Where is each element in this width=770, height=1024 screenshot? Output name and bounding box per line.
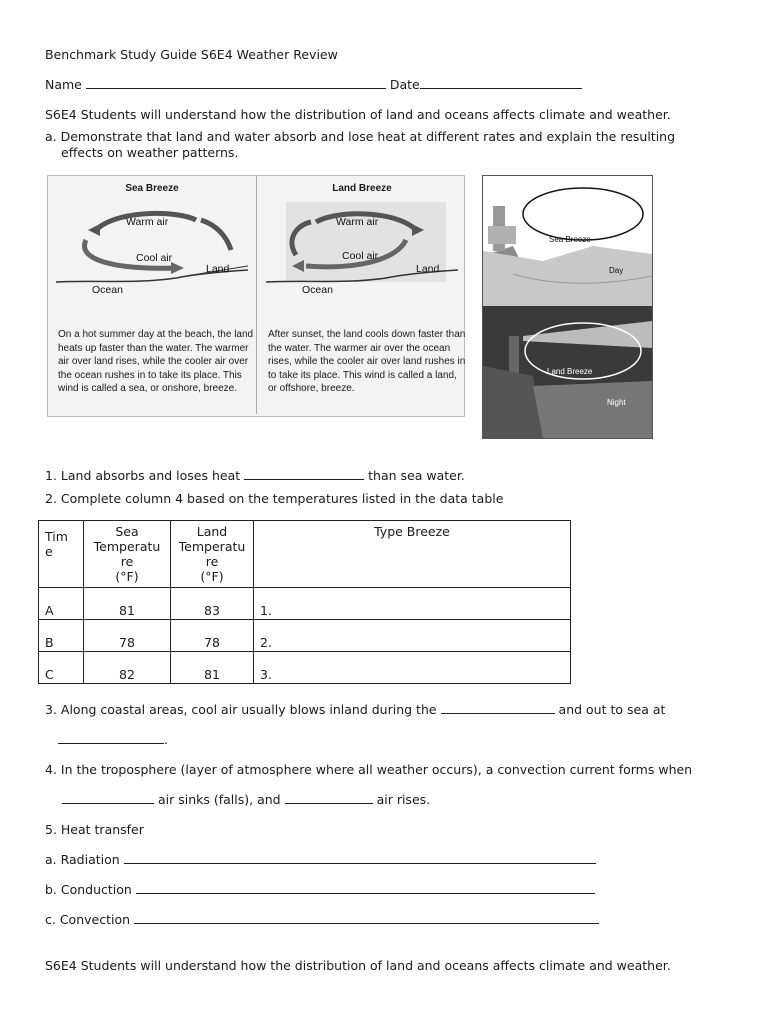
q5a-label: a. Radiation xyxy=(45,852,120,867)
q5b-label: b. Conduction xyxy=(45,882,132,897)
question-5b xyxy=(45,882,595,897)
warm-air-label: Warm air xyxy=(336,216,379,228)
col-header-time: Tim e xyxy=(39,521,84,588)
standard-text: S6E4 Students will understand how the distribution of land and oceans affects climate and weather. xyxy=(45,107,671,122)
day-label: Day xyxy=(609,266,624,275)
q3-blank-1[interactable] xyxy=(441,702,555,714)
question-2: 2. Complete column 4 based on the temperatures listed in the data table xyxy=(45,491,504,506)
land-breeze-caption: After sunset, the land cools down faster than the water. The warmer air over the ocean rises, while the cooler air over land rushes in to take its place. This wind is called a land, or offshore, breeze. xyxy=(268,329,466,394)
q5b-blank[interactable] xyxy=(136,882,595,894)
q3-blank-2[interactable] xyxy=(58,732,164,744)
sea-breeze-figure xyxy=(56,200,248,300)
q4-end: air rises. xyxy=(376,792,431,807)
cell-breeze[interactable]: 3. xyxy=(254,652,571,684)
standard-item-a-continued: effects on weather patterns. xyxy=(61,145,239,160)
name-date-row xyxy=(45,77,582,92)
land-label: Land xyxy=(416,263,440,275)
day-house xyxy=(488,226,516,244)
q3-start: 3. Along coastal areas, cool air usually blows inland during the xyxy=(45,702,437,717)
panel-divider xyxy=(256,176,257,414)
rising-air-arrow xyxy=(201,220,231,250)
night-lighthouse xyxy=(509,336,519,376)
q5a-blank[interactable] xyxy=(124,852,596,864)
cell-time: B xyxy=(39,620,84,652)
cell-land-temp: 78 xyxy=(171,620,254,652)
sea-breeze-caption: On a hot summer day at the beach, the land heats up faster than the water. The warmer air over land rises, while the cooler air over the ocean rushes in to take its place. This wind is called a sea, or onshore, breeze. xyxy=(58,329,254,394)
sea-breeze-panel xyxy=(50,180,254,410)
footer-standard-text: S6E4 Students will understand how the distribution of land and oceans affects climate and weather. xyxy=(45,958,671,973)
question-1 xyxy=(45,468,465,483)
land-breeze-figure xyxy=(266,200,458,300)
night-label: Night xyxy=(607,398,626,407)
breeze-diagram xyxy=(47,175,465,417)
cell-land-temp: 83 xyxy=(171,588,254,620)
date-label: Date xyxy=(389,77,420,92)
date-field[interactable] xyxy=(420,77,582,89)
land-breeze-title: Land Breeze xyxy=(332,183,392,194)
q3-end: . xyxy=(164,732,168,747)
question-3 xyxy=(45,702,665,717)
cool-air-label: Cool air xyxy=(342,250,379,262)
q5c-label: c. Convection xyxy=(45,912,131,927)
question-5a xyxy=(45,852,596,867)
temperature-table xyxy=(38,520,571,684)
q5c-blank[interactable] xyxy=(134,912,599,924)
sea-breeze-title: Sea Breeze xyxy=(125,183,179,194)
question-5: 5. Heat transfer xyxy=(45,822,144,837)
ocean-label: Ocean xyxy=(302,284,333,296)
q3-mid: and out to sea at xyxy=(558,702,666,717)
land-breeze-panel xyxy=(260,180,464,410)
warm-air-label: Warm air xyxy=(126,216,169,228)
col-header-land-temp: Land Temperatu re (°F) xyxy=(171,521,254,588)
night-water xyxy=(533,381,652,438)
q4-blank-1[interactable] xyxy=(62,792,154,804)
q1-start: 1. Land absorbs and loses heat xyxy=(45,468,241,483)
table-row xyxy=(39,588,571,620)
col-header-sea-temp: Sea Temperatu re (°F) xyxy=(84,521,171,588)
table-row xyxy=(39,620,571,652)
q1-blank[interactable] xyxy=(244,468,364,480)
cool-air-label: Cool air xyxy=(136,252,173,264)
cell-time: A xyxy=(39,588,84,620)
cell-land-temp: 81 xyxy=(171,652,254,684)
cell-breeze[interactable]: 1. xyxy=(254,588,571,620)
q4-blank-2[interactable] xyxy=(285,792,373,804)
page-title: Benchmark Study Guide S6E4 Weather Review xyxy=(45,47,338,62)
ocean-label: Ocean xyxy=(92,284,123,296)
cell-sea-temp: 81 xyxy=(84,588,171,620)
q1-end: than sea water. xyxy=(368,468,465,483)
table-row xyxy=(39,652,571,684)
name-label: Name xyxy=(45,77,82,92)
cool-air-arrowhead xyxy=(171,262,184,274)
table-header-row xyxy=(39,521,571,588)
warm-air-arrowhead xyxy=(88,224,100,236)
standard-item-a: a. Demonstrate that land and water absorb and lose heat at different rates and explain the resulting xyxy=(45,129,676,144)
question-5c xyxy=(45,912,599,927)
sea-breeze-label: Sea Breeze xyxy=(549,235,591,244)
question-3-continued xyxy=(58,732,168,747)
land-breeze-label: Land Breeze xyxy=(547,367,593,376)
col-header-breeze: Type Breeze xyxy=(254,521,571,588)
cell-sea-temp: 82 xyxy=(84,652,171,684)
lighthouse-diagram xyxy=(482,175,653,439)
land-label: Land xyxy=(206,263,230,275)
cell-sea-temp: 78 xyxy=(84,620,171,652)
question-4: 4. In the troposphere (layer of atmosphere where all weather occurs), a convection current forms when xyxy=(45,762,693,777)
name-field[interactable] xyxy=(86,77,386,89)
cell-time: C xyxy=(39,652,84,684)
lighthouse-figure xyxy=(483,176,652,438)
q4-mid: air sinks (falls), and xyxy=(157,792,281,807)
question-4-continued xyxy=(62,792,430,807)
cell-breeze[interactable]: 2. xyxy=(254,620,571,652)
